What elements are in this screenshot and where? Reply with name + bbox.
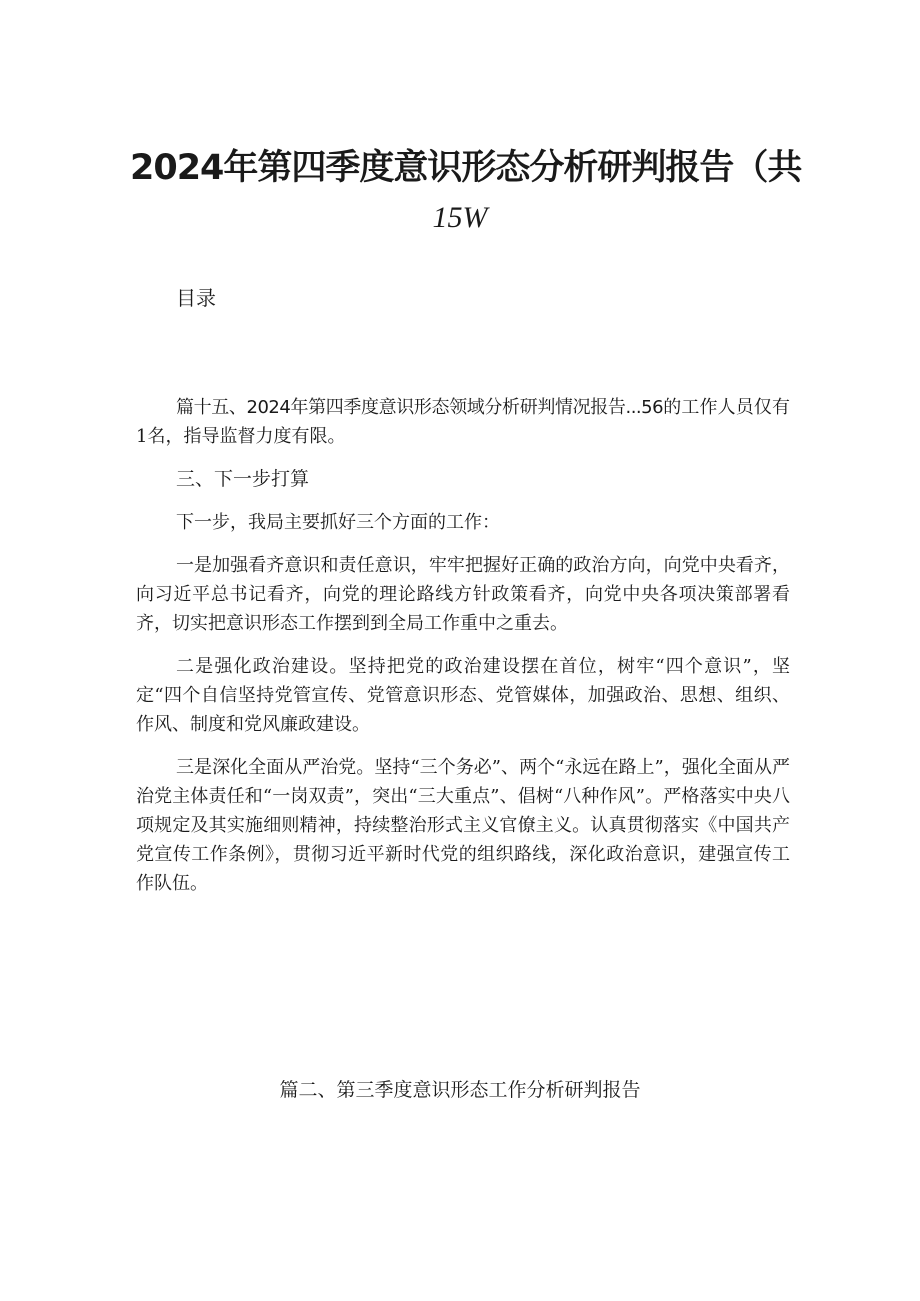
toc-entry bbox=[136, 393, 790, 451]
toc-entry-continuation: 的工作人员仅有1名，指导监督力度有限。 bbox=[136, 397, 790, 447]
document-body bbox=[136, 393, 790, 912]
next-article-heading: 篇二、第三季度意识形态工作分析研判报告 bbox=[279, 1079, 641, 1101]
toc-heading: 目录 bbox=[176, 286, 216, 310]
paragraph-point-two: 二是强化政治建设。坚持把党的政治建设摆在首位，树牢“四个意识”，坚定“四个自信坚持党管宣传、党管意识形态、党管媒体，加强政治、思想、组织、作风、制度和党风廉政建设。 bbox=[136, 656, 790, 735]
paragraph-point-one: 一是加强看齐意识和责任意识，牢牢把握好正确的政治方向，向党中央看齐，向习近平总书记看齐，向党的理论路线方针政策看齐，向党中央各项决策部署看齐，切实把意识形态工作摆到到全局工作重中之重去。 bbox=[136, 555, 790, 634]
section-heading: 三、下一步打算 bbox=[176, 468, 310, 490]
document-title: 2024年第四季度意识形态分析研判报告（共 bbox=[130, 148, 802, 188]
toc-entry-title: 篇十五、2024年第四季度意识形态领域分析研判情况报告...56 bbox=[176, 397, 664, 418]
paragraph-intro: 下一步，我局主要抓好三个方面的工作： bbox=[176, 512, 500, 533]
document-title-continued: 15W bbox=[432, 201, 488, 234]
paragraph-point-three: 三是深化全面从严治党。坚持“三个务必”、两个“永远在路上”，强化全面从严治党主体责任和“一岗双责”，突出“三大重点”、倡树“八种作风”。严格落实中央八项规定及其实施细则精神，持续整治形式主义官僚主义。认真贯彻落实《中国共产党宣传工作条例》，贯彻习近平新时代党的组织路线，深化政治意识，建强宣传工作队伍。 bbox=[136, 757, 790, 894]
